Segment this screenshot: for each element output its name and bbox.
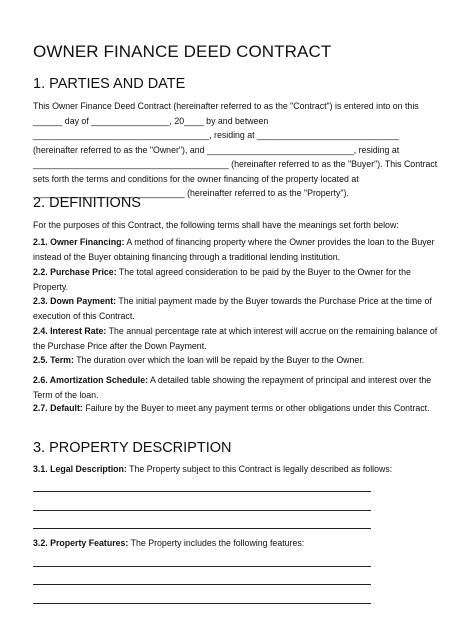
section-heading-parties: 1. PARTIES AND DATE [33, 76, 186, 92]
blank-line [33, 510, 371, 511]
blank-line [33, 603, 371, 604]
definition-term: 2.7. Default: [33, 403, 83, 413]
definition-item [33, 294, 443, 323]
definition-term: 2.1. Owner Financing: [33, 237, 125, 247]
definition-term: 2.4. Interest Rate: [33, 326, 107, 336]
definition-item [33, 353, 443, 368]
definition-term: 2.5. Term: [33, 355, 74, 365]
definition-term: 2.6. Amortization Schedule: [33, 375, 149, 385]
property-text: The Property includes the following features: [128, 538, 305, 548]
property-term: 3.1. Legal Description: [33, 464, 127, 474]
parties-paragraph: This Owner Finance Deed Contract (hereinafter referred to as the "Contract") is entered into on this ______ day of ________________, 20____ by and between ____________________________________, residing at _____________________________ (hereinafter referred to as the "Owner"), and ______________________________, residing at ________________________________________ (hereinafter referred to as the "Buyer"). This Contract sets forth the terms and conditions for the owner financing of the property located at _______________________________ (hereinafter referred to as the "Property"). [33, 101, 438, 198]
document-title: OWNER FINANCE DEED CONTRACT [33, 42, 332, 61]
property-features [33, 536, 443, 551]
legal-description [33, 462, 443, 477]
definition-text: The total agreed consideration to be paid by the Buyer to the Owner for the Property. [33, 267, 411, 292]
definition-item [33, 265, 443, 294]
definition-term: 2.3. Down Payment: [33, 296, 117, 306]
definition-text: The annual percentage rate at which interest will accrue on the remaining balance of the Purchase Price after the Down Payment. [33, 326, 438, 351]
definition-item [33, 235, 443, 264]
section-heading-definitions: 2. DEFINITIONS [33, 195, 141, 211]
section-heading-property: 3. PROPERTY DESCRIPTION [33, 440, 232, 456]
blank-line [33, 584, 371, 585]
blank-line [33, 528, 371, 529]
definition-item [33, 373, 443, 402]
definition-text: A detailed table showing the repayment of principal and interest over the Term of the loan. [33, 375, 432, 400]
definition-text: The initial payment made by the Buyer towards the Purchase Price at the time of execution of this Contract. [33, 296, 432, 321]
definition-text: The duration over which the loan will be repaid by the Buyer to the Owner. [73, 355, 365, 365]
property-text: The Property subject to this Contract is legally described as follows: [126, 464, 393, 474]
blank-line [33, 566, 371, 567]
blank-line [33, 491, 371, 492]
definition-text: Failure by the Buyer to meet any payment terms or other obligations under this Contract. [82, 403, 430, 413]
definition-item [33, 324, 443, 353]
property-term: 3.2. Property Features: [33, 538, 129, 548]
definition-term: 2.2. Purchase Price: [33, 267, 117, 277]
definition-text: A method of financing property where the Owner provides the loan to the Buyer instead of the Buyer obtaining financing through a traditional lending institution. [33, 237, 435, 262]
definitions-intro: For the purposes of this Contract, the following terms shall have the meanings set forth below: [33, 220, 399, 230]
definition-item [33, 401, 443, 416]
